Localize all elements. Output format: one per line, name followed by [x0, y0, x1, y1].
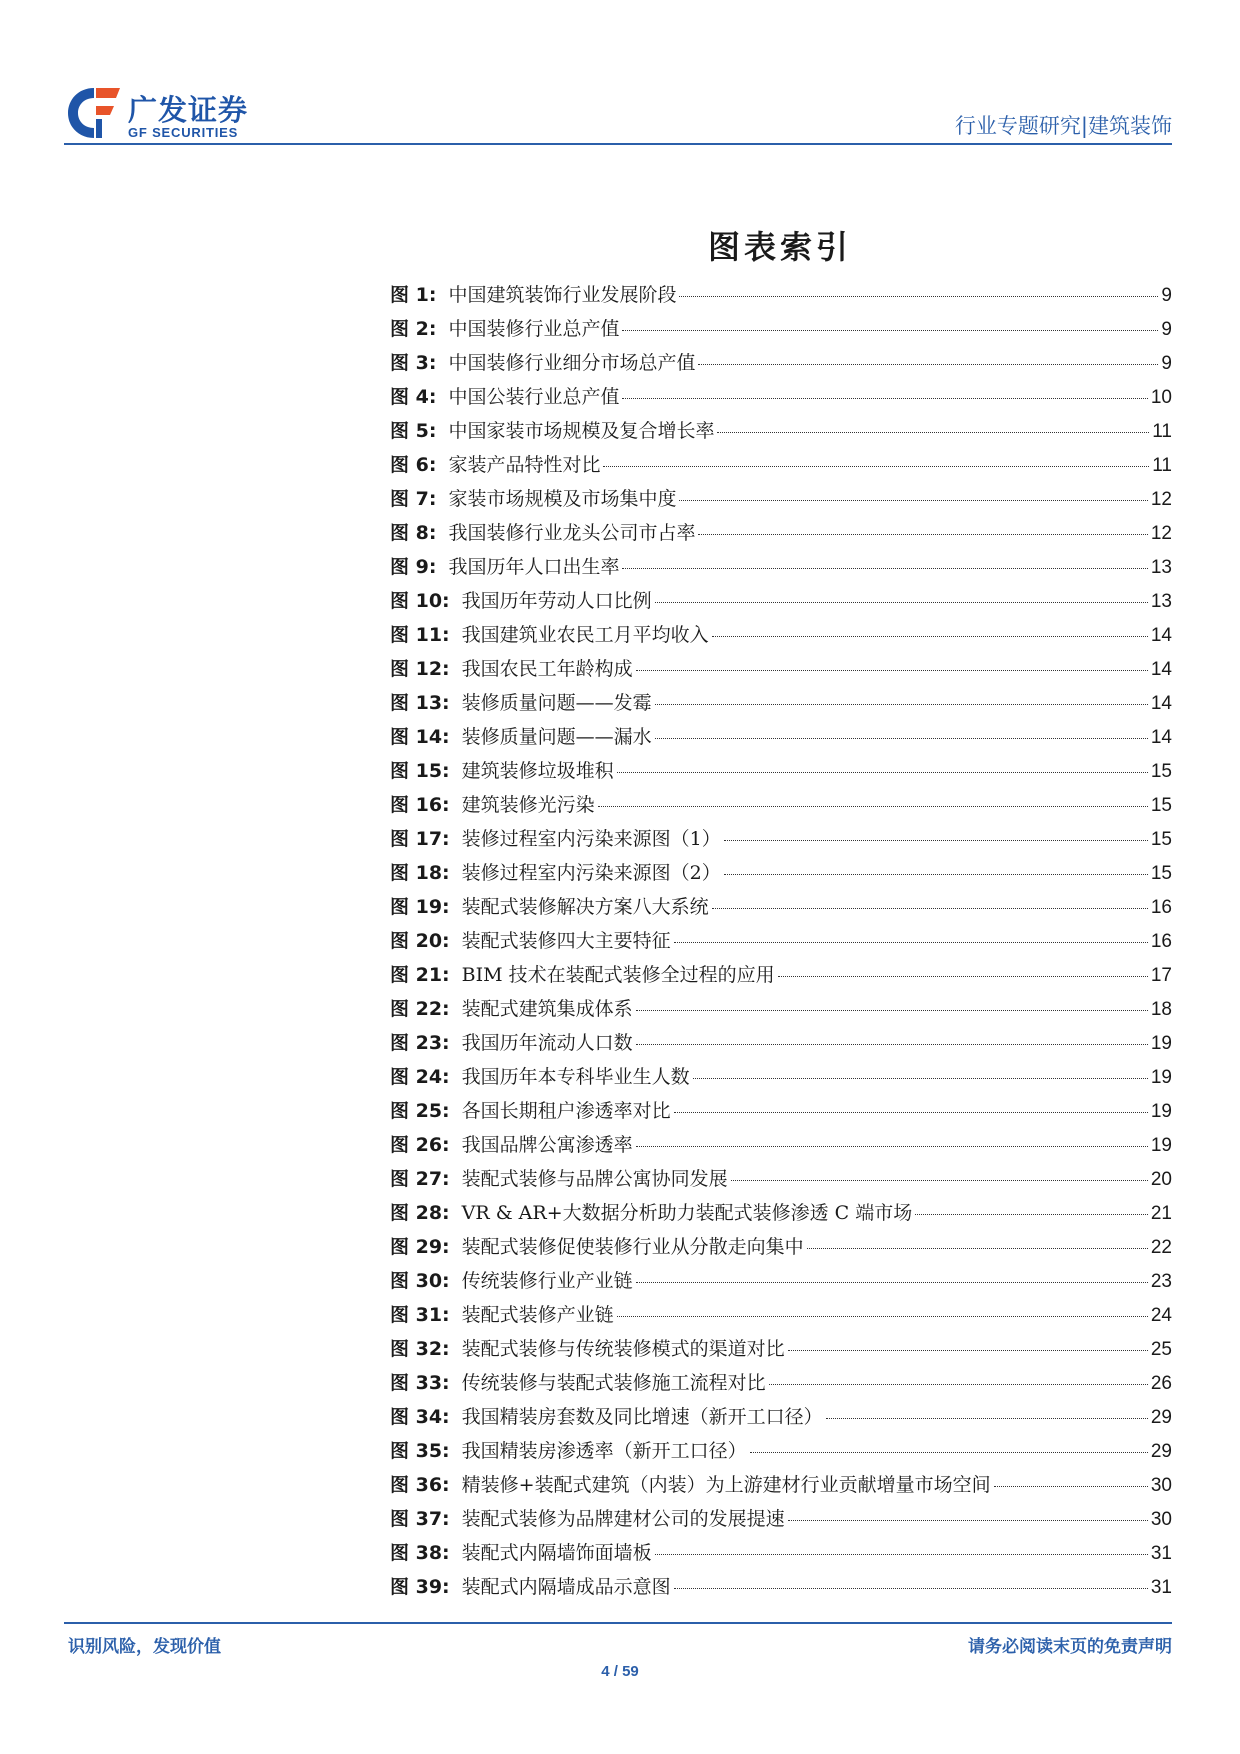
toc-page-number: 14: [1150, 693, 1172, 714]
toc-page-number: 15: [1150, 761, 1172, 782]
toc-figure-title: 我国历年劳动人口比例: [461, 590, 652, 612]
toc-figure-label: 图 21:: [390, 964, 450, 986]
toc-leader-dots: [655, 1554, 1148, 1555]
toc-figure-title: VR & AR+大数据分析助力装配式装修渗透 C 端市场: [461, 1202, 913, 1224]
logo-chinese-name: 广发证券: [128, 93, 249, 127]
toc-entry[interactable]: [390, 518, 1172, 552]
toc-entry[interactable]: [390, 620, 1172, 654]
toc-page-number: 30: [1150, 1509, 1172, 1530]
toc-leader-dots: [679, 500, 1147, 501]
toc-leader-dots: [655, 738, 1148, 739]
toc-leader-dots: [788, 1520, 1148, 1521]
toc-page-number: 19: [1150, 1033, 1172, 1054]
toc-figure-label: 图 23:: [390, 1032, 450, 1054]
toc-entry[interactable]: [390, 790, 1172, 824]
toc-figure-title: 装配式内隔墙饰面墙板: [461, 1542, 652, 1564]
toc-figure-label: 图 38:: [390, 1542, 450, 1564]
toc-entry[interactable]: [390, 1572, 1172, 1606]
toc-page-number: 16: [1150, 931, 1172, 952]
toc-entry[interactable]: [390, 1436, 1172, 1470]
toc-leader-dots: [807, 1248, 1148, 1249]
toc-figure-title: 中国装修行业总产值: [448, 318, 620, 340]
toc-leader-dots: [674, 1588, 1148, 1589]
toc-figure-title: 中国公装行业总产值: [448, 386, 620, 408]
toc-entry[interactable]: [390, 1266, 1172, 1300]
toc-page-number: 10: [1150, 387, 1172, 408]
toc-figure-label: 图 16:: [390, 794, 450, 816]
toc-entry[interactable]: [390, 484, 1172, 518]
toc-leader-dots: [778, 976, 1148, 977]
toc-leader-dots: [674, 942, 1148, 943]
toc-page-number: 25: [1150, 1339, 1172, 1360]
toc-figure-title: 建筑装修垃圾堆积: [461, 760, 614, 782]
toc-figure-label: 图 17:: [390, 828, 450, 850]
toc-entry[interactable]: [390, 1232, 1172, 1266]
toc-entry[interactable]: [390, 960, 1172, 994]
toc-leader-dots: [717, 432, 1149, 433]
toc-entry[interactable]: [390, 1504, 1172, 1538]
toc-figure-label: 图 11:: [390, 624, 450, 646]
toc-leader-dots: [788, 1350, 1148, 1351]
toc-figure-label: 图 20:: [390, 930, 450, 952]
header-divider: [64, 143, 1172, 145]
toc-entry[interactable]: [390, 1198, 1172, 1232]
toc-figure-label: 图 26:: [390, 1134, 450, 1156]
toc-figure-label: 图 27:: [390, 1168, 450, 1190]
toc-leader-dots: [693, 1078, 1148, 1079]
toc-figure-label: 图 9:: [390, 556, 437, 578]
toc-figure-title: 装修过程室内污染来源图（2）: [461, 862, 721, 884]
report-section-label: 行业专题研究|建筑装饰: [954, 114, 1172, 138]
toc-page-number: 19: [1150, 1067, 1172, 1088]
toc-figure-label: 图 28:: [390, 1202, 450, 1224]
toc-leader-dots: [636, 1282, 1148, 1283]
toc-leader-dots: [674, 1112, 1148, 1113]
toc-leader-dots: [712, 908, 1148, 909]
toc-figure-title: 我国精装房套数及同比增速（新开工口径）: [461, 1406, 823, 1428]
toc-leader-dots: [636, 1010, 1148, 1011]
toc-entry[interactable]: [390, 858, 1172, 892]
toc-figure-label: 图 1:: [390, 284, 437, 306]
toc-entry[interactable]: [390, 688, 1172, 722]
footer-divider: [64, 1622, 1172, 1624]
toc-entry[interactable]: [390, 1130, 1172, 1164]
toc-entry[interactable]: [390, 1062, 1172, 1096]
toc-page-number: 21: [1150, 1203, 1172, 1224]
toc-leader-dots: [698, 534, 1147, 535]
toc-page-number: 12: [1150, 523, 1172, 544]
toc-page-number: 17: [1150, 965, 1172, 986]
toc-figure-label: 图 36:: [390, 1474, 450, 1496]
toc-page-number: 19: [1150, 1135, 1172, 1156]
toc-leader-dots: [712, 636, 1148, 637]
toc-figure-title: 装修过程室内污染来源图（1）: [461, 828, 721, 850]
toc-figure-title: 装配式建筑集成体系: [461, 998, 633, 1020]
toc-page-number: 20: [1150, 1169, 1172, 1190]
toc-entry[interactable]: [390, 416, 1172, 450]
toc-page-number: 22: [1150, 1237, 1172, 1258]
toc-figure-label: 图 31:: [390, 1304, 450, 1326]
toc-figure-label: 图 6:: [390, 454, 437, 476]
toc-entry[interactable]: [390, 1402, 1172, 1436]
toc-figure-label: 图 19:: [390, 896, 450, 918]
toc-figure-label: 图 4:: [390, 386, 437, 408]
toc-page-number: 11: [1152, 421, 1172, 442]
toc-entry[interactable]: [390, 824, 1172, 858]
toc-page-number: 31: [1150, 1543, 1172, 1564]
toc-figure-label: 图 3:: [390, 352, 437, 374]
toc-figure-label: 图 12:: [390, 658, 450, 680]
toc-leader-dots: [655, 704, 1148, 705]
toc-figure-title: 装配式内隔墙成品示意图: [461, 1576, 671, 1598]
toc-figure-label: 图 29:: [390, 1236, 450, 1258]
toc-figure-title: 我国装修行业龙头公司市占率: [448, 522, 696, 544]
toc-figure-title: 建筑装修光污染: [461, 794, 595, 816]
toc-page-number: 16: [1150, 897, 1172, 918]
toc-figure-title: 我国建筑业农民工月平均收入: [461, 624, 709, 646]
toc-page-number: 13: [1150, 591, 1172, 612]
toc-entry[interactable]: [390, 552, 1172, 586]
toc-page-number: 23: [1150, 1271, 1172, 1292]
toc-figure-label: 图 18:: [390, 862, 450, 884]
toc-entry[interactable]: [390, 1334, 1172, 1368]
toc-entry[interactable]: [390, 1538, 1172, 1572]
toc-page-number: 24: [1150, 1305, 1172, 1326]
toc-figure-title: 中国建筑装饰行业发展阶段: [448, 284, 677, 306]
toc-entry[interactable]: [390, 892, 1172, 926]
toc-entry[interactable]: [390, 722, 1172, 756]
page-number: 4 / 59: [601, 1663, 639, 1680]
toc-page-number: 15: [1150, 795, 1172, 816]
toc-figure-label: 图 8:: [390, 522, 437, 544]
toc-page-number: 19: [1150, 1101, 1172, 1122]
toc-page-number: 31: [1150, 1577, 1172, 1598]
toc-page-number: 14: [1150, 727, 1172, 748]
toc-leader-dots: [750, 1452, 1148, 1453]
toc-page-number: 30: [1150, 1475, 1172, 1496]
toc-entry[interactable]: [390, 1028, 1172, 1062]
footer-slogan: 识别风险，发现价值: [68, 1637, 221, 1657]
toc-figure-label: 图 10:: [390, 590, 450, 612]
toc-figure-title: 中国家装市场规模及复合增长率: [448, 420, 715, 442]
toc-page-number: 13: [1150, 557, 1172, 578]
toc-figure-label: 图 35:: [390, 1440, 450, 1462]
toc-entry[interactable]: [390, 1164, 1172, 1198]
toc-figure-label: 图 13:: [390, 692, 450, 714]
toc-figure-title: 装配式装修产业链: [461, 1304, 614, 1326]
toc-leader-dots: [622, 398, 1147, 399]
toc-figure-label: 图 33:: [390, 1372, 450, 1394]
toc-figure-label: 图 22:: [390, 998, 450, 1020]
toc-figure-label: 图 32:: [390, 1338, 450, 1360]
toc-page-number: 26: [1150, 1373, 1172, 1394]
toc-figure-title: 装配式装修促使装修行业从分散走向集中: [461, 1236, 804, 1258]
toc-figure-title: 传统装修与装配式装修施工流程对比: [461, 1372, 766, 1394]
toc-page-number: 15: [1150, 829, 1172, 850]
toc-figure-title: 传统装修行业产业链: [461, 1270, 633, 1292]
toc-entry[interactable]: [390, 382, 1172, 416]
toc-entry[interactable]: [390, 994, 1172, 1028]
toc-page-number: 29: [1150, 1441, 1172, 1462]
toc-page-number: 15: [1150, 863, 1172, 884]
toc-leader-dots: [636, 1146, 1148, 1147]
toc-leader-dots: [622, 330, 1158, 331]
toc-figure-title: 各国长期租户渗透率对比: [461, 1100, 671, 1122]
toc-entry[interactable]: [390, 654, 1172, 688]
toc-figure-label: 图 34:: [390, 1406, 450, 1428]
toc-leader-dots: [724, 840, 1148, 841]
toc-page-number: 12: [1150, 489, 1172, 510]
toc-page-number: 14: [1150, 659, 1172, 680]
toc-leader-dots: [636, 1044, 1148, 1045]
toc-leader-dots: [769, 1384, 1148, 1385]
logo-english-name: GF SECURITIES: [128, 125, 239, 140]
toc-figure-label: 图 14:: [390, 726, 450, 748]
toc-figure-title: 装修质量问题——漏水: [461, 726, 652, 748]
toc-leader-dots: [636, 670, 1148, 671]
toc-figure-label: 图 2:: [390, 318, 437, 340]
toc-figure-title: 装配式装修解决方案八大系统: [461, 896, 709, 918]
page-title: 图表索引: [707, 228, 852, 266]
toc-entry[interactable]: [390, 1096, 1172, 1130]
toc-figure-label: 图 7:: [390, 488, 437, 510]
toc-figure-title: 装修质量问题——发霉: [461, 692, 652, 714]
toc-leader-dots: [731, 1180, 1148, 1181]
toc-leader-dots: [724, 874, 1148, 875]
toc-page-number: 18: [1150, 999, 1172, 1020]
figure-index-list: [390, 280, 1172, 1606]
toc-figure-title: 家装产品特性对比: [448, 454, 601, 476]
toc-figure-title: 装配式装修四大主要特征: [461, 930, 671, 952]
toc-entry[interactable]: [390, 586, 1172, 620]
toc-figure-title: 我国历年人口出生率: [448, 556, 620, 578]
toc-figure-label: 图 37:: [390, 1508, 450, 1530]
toc-figure-title: 我国历年本专科毕业生人数: [461, 1066, 690, 1088]
toc-figure-label: 图 24:: [390, 1066, 450, 1088]
toc-figure-label: 图 15:: [390, 760, 450, 782]
toc-figure-label: 图 30:: [390, 1270, 450, 1292]
toc-figure-title: 家装市场规模及市场集中度: [448, 488, 677, 510]
toc-figure-title: BIM 技术在装配式装修全过程的应用: [461, 964, 775, 986]
toc-figure-title: 我国精装房渗透率（新开工口径）: [461, 1440, 747, 1462]
toc-figure-title: 装配式装修与传统装修模式的渠道对比: [461, 1338, 785, 1360]
toc-leader-dots: [679, 296, 1158, 297]
toc-figure-title: 装配式装修为品牌建材公司的发展提速: [461, 1508, 785, 1530]
toc-figure-title: 装配式装修与品牌公寓协同发展: [461, 1168, 728, 1190]
toc-page-number: 29: [1150, 1407, 1172, 1428]
toc-figure-title: 中国装修行业细分市场总产值: [448, 352, 696, 374]
footer-disclaimer: 请务必阅读末页的免责声明: [968, 1637, 1172, 1657]
toc-figure-title: 我国品牌公寓渗透率: [461, 1134, 633, 1156]
toc-entry[interactable]: [390, 1470, 1172, 1504]
toc-leader-dots: [617, 772, 1148, 773]
toc-leader-dots: [603, 466, 1149, 467]
toc-leader-dots: [915, 1214, 1148, 1215]
toc-entry[interactable]: [390, 1368, 1172, 1402]
toc-entry[interactable]: [390, 756, 1172, 790]
toc-leader-dots: [655, 602, 1148, 603]
toc-leader-dots: [622, 568, 1147, 569]
toc-page-number: 9: [1161, 353, 1172, 374]
toc-entry[interactable]: [390, 926, 1172, 960]
toc-figure-title: 我国农民工年龄构成: [461, 658, 633, 680]
toc-entry[interactable]: [390, 450, 1172, 484]
toc-leader-dots: [698, 364, 1158, 365]
toc-figure-label: 图 39:: [390, 1576, 450, 1598]
toc-page-number: 14: [1150, 625, 1172, 646]
toc-figure-title: 精装修+装配式建筑（内装）为上游建材行业贡献增量市场空间: [461, 1474, 991, 1496]
toc-leader-dots: [617, 1316, 1148, 1317]
toc-figure-label: 图 25:: [390, 1100, 450, 1122]
toc-page-number: 9: [1161, 285, 1172, 306]
toc-figure-title: 我国历年流动人口数: [461, 1032, 633, 1054]
company-logo: [64, 84, 264, 144]
toc-entry[interactable]: [390, 280, 1172, 314]
toc-entry[interactable]: [390, 1300, 1172, 1334]
toc-page-number: 9: [1161, 319, 1172, 340]
toc-entry[interactable]: [390, 314, 1172, 348]
toc-leader-dots: [994, 1486, 1148, 1487]
toc-entry[interactable]: [390, 348, 1172, 382]
toc-page-number: 11: [1152, 455, 1172, 476]
toc-leader-dots: [826, 1418, 1148, 1419]
gf-logo-icon: [64, 84, 124, 142]
toc-figure-label: 图 5:: [390, 420, 437, 442]
toc-leader-dots: [598, 806, 1148, 807]
